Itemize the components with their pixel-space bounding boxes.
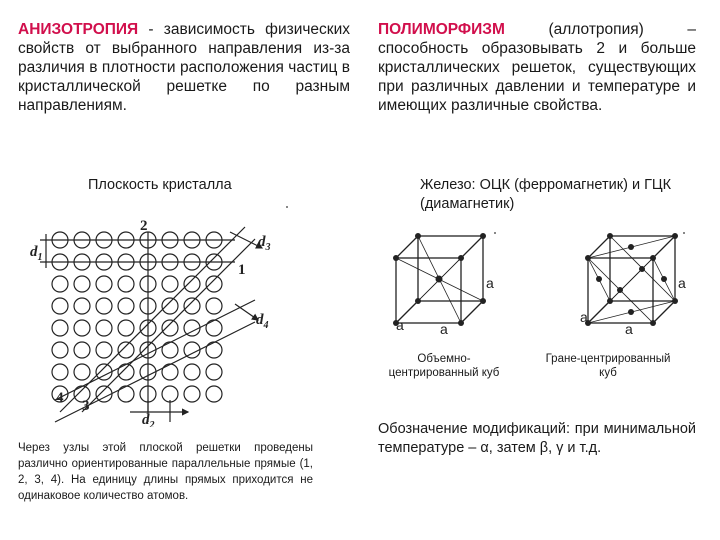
lattice-atoms bbox=[52, 232, 222, 402]
lattice-atom bbox=[118, 298, 134, 314]
decorative-dot bbox=[286, 206, 288, 208]
lattice-atom bbox=[206, 364, 222, 380]
lattice-atom bbox=[74, 320, 90, 336]
lattice-atom bbox=[74, 276, 90, 292]
fcc-caption: Гране-центрированный куб bbox=[545, 353, 671, 379]
lattice-atom bbox=[162, 276, 178, 292]
lattice-atom bbox=[184, 298, 200, 314]
modification-notation: Обозначение модификаций: при минимальной температуре – α, затем β, γ и т.д. bbox=[378, 421, 696, 456]
crystal-lattice-diagram bbox=[30, 212, 290, 427]
lattice-atom bbox=[96, 342, 112, 358]
lattice-atom bbox=[162, 386, 178, 402]
lattice-atom bbox=[96, 364, 112, 380]
line-label-4: 4 bbox=[56, 390, 64, 406]
lattice-atom bbox=[162, 298, 178, 314]
lattice-atom bbox=[96, 276, 112, 292]
line-label-2: 2 bbox=[140, 218, 148, 234]
lattice-atom bbox=[184, 320, 200, 336]
anisotropy-text: - зависимость физических свойств от выбранного направления из-за различия в плотности расположения частиц в кристаллической решетке по разным направлениям. bbox=[18, 21, 350, 114]
lattice-atom bbox=[206, 320, 222, 336]
bcc-caption: Объемно-центрированный куб bbox=[388, 353, 500, 379]
lattice-atom bbox=[118, 386, 134, 402]
d3-label: $d_3$ bbox=[258, 234, 271, 253]
lattice-atom bbox=[96, 386, 112, 402]
lattice-atom bbox=[52, 320, 68, 336]
crystal-plane-title: Плоскость кристалла bbox=[88, 177, 232, 193]
line-label-1: 1 bbox=[238, 262, 246, 278]
iron-lattice-cubes bbox=[376, 228, 696, 338]
lattice-atom bbox=[162, 364, 178, 380]
lattice-atom bbox=[74, 342, 90, 358]
lattice-atom bbox=[184, 386, 200, 402]
lattice-atom bbox=[162, 342, 178, 358]
lattice-atom bbox=[184, 276, 200, 292]
lattice-atom bbox=[206, 276, 222, 292]
lattice-atom bbox=[184, 342, 200, 358]
iron-title: Железо: ОЦК (ферромагнетик) и ГЦК (диамагнетик) bbox=[420, 177, 672, 212]
lattice-atom bbox=[96, 320, 112, 336]
d2-label: $d_2$ bbox=[142, 412, 155, 427]
polymorphism-definition bbox=[378, 20, 696, 115]
fcc-edge-label-right: a bbox=[678, 275, 686, 291]
anisotropy-term: АНИЗОТРОПИЯ bbox=[18, 21, 139, 38]
lattice-atom bbox=[206, 342, 222, 358]
d4-label: $d_4$ bbox=[256, 312, 269, 331]
lattice-atom bbox=[52, 276, 68, 292]
lattice-atom bbox=[162, 320, 178, 336]
lattice-atom bbox=[118, 364, 134, 380]
fcc-edge-label-bottom: a bbox=[625, 321, 633, 337]
fcc-edge-label-left: a bbox=[580, 309, 588, 325]
lattice-note: Через узлы этой плоской решетки проведены различно ориентированные параллельные прямые (1, 2, 3, 4). На единицу длины прямых приходится не одинаковое количество атомов. bbox=[18, 442, 313, 502]
bcc-edge-label-bottom: a bbox=[440, 321, 448, 337]
anisotropy-definition bbox=[18, 20, 350, 115]
lattice-atom bbox=[96, 298, 112, 314]
lattice-atom bbox=[118, 276, 134, 292]
lattice-atom bbox=[206, 386, 222, 402]
d1-label: $d_1$ bbox=[30, 244, 43, 263]
lattice-atom bbox=[184, 364, 200, 380]
polymorphism-term: ПОЛИМОРФИЗМ bbox=[378, 21, 505, 38]
lattice-atom bbox=[118, 320, 134, 336]
line-label-3: 3 bbox=[82, 398, 90, 414]
lattice-atom bbox=[118, 342, 134, 358]
lattice-atom bbox=[52, 364, 68, 380]
lattice-atom bbox=[74, 298, 90, 314]
lattice-atom bbox=[206, 298, 222, 314]
bcc-edge-label-left: a bbox=[396, 317, 404, 333]
polymorphism-text: (аллотропия) – способность образовывать 2 и больше кристаллических решеток, существующих при различных давлении и температуре и имеющих различные свойства. bbox=[378, 21, 696, 114]
lattice-atom bbox=[74, 364, 90, 380]
lattice-atom bbox=[52, 298, 68, 314]
lattice-atom bbox=[52, 342, 68, 358]
bcc-edge-label-right: a bbox=[486, 275, 494, 291]
